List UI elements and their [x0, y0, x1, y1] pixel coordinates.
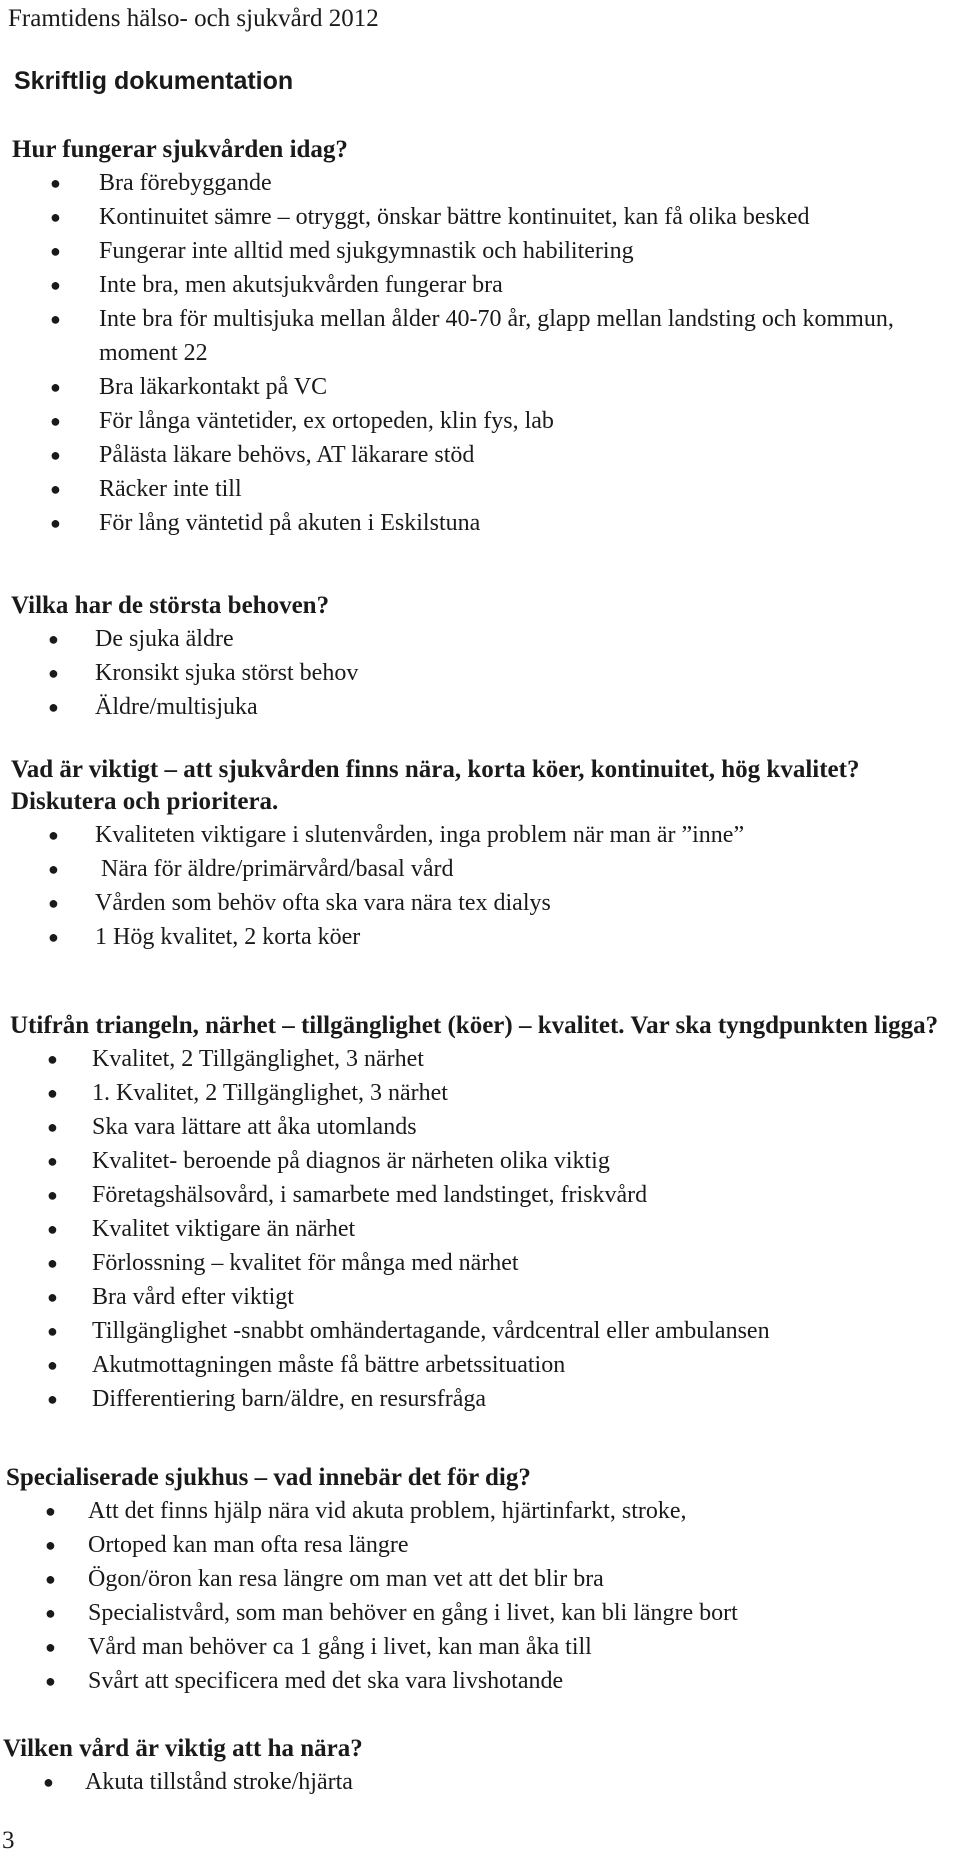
bullet-icon: ●	[48, 893, 59, 913]
bullet-icon: ●	[43, 1772, 54, 1792]
list-item-text: För lång väntetid på akuten i Eskilstuna	[99, 510, 481, 536]
bullet-icon: ●	[50, 173, 61, 193]
bullet-icon: ●	[45, 1671, 56, 1691]
bullet-icon: ●	[47, 1151, 58, 1171]
bullet-icon: ●	[47, 1083, 58, 1103]
list-item	[0, 1348, 960, 1382]
answer-list	[0, 1042, 960, 1416]
list-item	[0, 302, 939, 370]
section-what-is-important	[0, 754, 960, 954]
bullet-icon: ●	[47, 1253, 58, 1273]
bullet-icon: ●	[47, 1321, 58, 1341]
list-item-text: Kvalitet viktigare än närhet	[92, 1216, 356, 1242]
answer-list	[0, 1765, 960, 1799]
bullet-icon: ●	[47, 1355, 58, 1375]
list-item-text: Differentiering barn/äldre, en resursfråga	[92, 1386, 487, 1412]
list-item	[0, 200, 939, 234]
list-item	[0, 166, 939, 200]
list-item-text: Vården som behöv ofta ska vara nära tex dialys	[95, 890, 551, 916]
list-item-text: Ögon/öron kan resa längre om man vet att det blir bra	[88, 1566, 604, 1592]
list-item-text: Räcker inte till	[99, 476, 242, 502]
bullet-icon: ●	[45, 1535, 56, 1555]
document-header: Framtidens hälso- och sjukvård 2012	[8, 5, 379, 32]
section-triangle-priority	[0, 1010, 960, 1416]
section-care-nearby	[0, 1733, 960, 1799]
answer-list	[0, 622, 960, 724]
list-item-text: Nära för äldre/primärvård/basal vård	[101, 856, 454, 882]
list-item-text: Kvaliteten viktigare i slutenvården, inga problem när man är ”inne”	[95, 822, 745, 848]
list-item-text: Företagshälsovård, i samarbete med landstinget, friskvård	[92, 1182, 648, 1208]
list-item	[0, 1494, 960, 1528]
answer-list	[0, 1494, 960, 1698]
list-item-text: Ska vara lättare att åka utomlands	[92, 1114, 417, 1140]
bullet-icon: ●	[50, 411, 61, 431]
section-question: Vilken vård är viktig att ha nära?	[3, 1735, 363, 1762]
list-item-text: Bra förebyggande	[99, 170, 272, 196]
list-item	[0, 690, 960, 724]
section-question: Specialiserade sjukhus – vad innebär det för dig?	[6, 1464, 531, 1491]
bullet-icon: ●	[50, 275, 61, 295]
list-item	[0, 1042, 960, 1076]
list-item	[0, 438, 939, 472]
list-item-text: 1 Hög kvalitet, 2 korta köer	[95, 924, 361, 950]
bullet-icon: ●	[50, 207, 61, 227]
list-item	[0, 852, 960, 886]
list-item-text: Vård man behöver ca 1 gång i livet, kan man åka till	[88, 1634, 592, 1660]
list-item-text: Akutmottagningen måste få bättre arbetssituation	[92, 1352, 566, 1378]
list-item-text: 1. Kvalitet, 2 Tillgänglighet, 3 närhet	[92, 1080, 448, 1106]
list-item	[0, 370, 939, 404]
list-item-text: Fungerar inte alltid med sjukgymnastik och habilitering	[99, 238, 634, 264]
section-question: Utifrån triangeln, närhet – tillgänglighet (köer) – kvalitet. Var ska tyngdpunkten ligga?	[10, 1012, 939, 1039]
bullet-icon: ●	[50, 377, 61, 397]
bullet-icon: ●	[45, 1603, 56, 1623]
list-item	[0, 1630, 960, 1664]
bullet-icon: ●	[45, 1501, 56, 1521]
list-item-text: Inte bra för multisjuka mellan ålder 40-70 år, glapp mellan landsting och kommun, moment 22	[99, 306, 894, 366]
list-item	[0, 920, 960, 954]
bullet-icon: ●	[45, 1569, 56, 1589]
list-item-text: Inte bra, men akutsjukvården fungerar bra	[99, 272, 503, 298]
answer-list	[0, 818, 960, 954]
list-item-text: Bra läkarkontakt på VC	[99, 374, 328, 400]
bullet-icon: ●	[50, 445, 61, 465]
list-item-text: Specialistvård, som man behöver en gång i livet, kan bli längre bort	[88, 1600, 738, 1626]
list-item	[0, 1246, 960, 1280]
list-item	[0, 268, 939, 302]
section-question: Vad är viktigt – att sjukvården finns nära, korta köer, kontinuitet, hög kvalitet? Diskutera och prioritera.	[11, 756, 860, 815]
list-item-text: Förlossning – kvalitet för många med närhet	[92, 1250, 519, 1276]
bullet-icon: ●	[48, 697, 59, 717]
list-item	[0, 1596, 960, 1630]
list-item	[0, 1765, 960, 1799]
list-item-text: Äldre/multisjuka	[95, 694, 258, 720]
document-heading: Skriftlig dokumentation	[14, 67, 294, 95]
list-item-text: Kvalitet, 2 Tillgänglighet, 3 närhet	[92, 1046, 424, 1072]
bullet-icon: ●	[47, 1287, 58, 1307]
list-item-text: Tillgänglighet -snabbt omhändertagande, vårdcentral eller ambulansen	[92, 1318, 770, 1344]
list-item	[0, 1382, 960, 1416]
bullet-icon: ●	[50, 479, 61, 499]
bullet-icon: ●	[45, 1637, 56, 1657]
list-item	[0, 886, 960, 920]
list-item-text: Kontinuitet sämre – otryggt, önskar bättre kontinuitet, kan få olika besked	[99, 204, 810, 230]
section-question: Vilka har de största behoven?	[11, 592, 330, 619]
list-item-text: Svårt att specificera med det ska vara livshotande	[88, 1668, 564, 1694]
bullet-icon: ●	[50, 513, 61, 533]
section-current-healthcare	[0, 134, 960, 540]
page-number: 3	[2, 1827, 15, 1854]
list-item	[0, 1562, 960, 1596]
list-item	[0, 234, 939, 268]
bullet-icon: ●	[50, 241, 61, 261]
list-item	[0, 506, 939, 540]
bullet-icon: ●	[50, 309, 61, 329]
answer-list	[0, 166, 960, 540]
list-item	[0, 622, 960, 656]
list-item	[0, 1212, 960, 1246]
list-item	[0, 818, 960, 852]
list-item-text: Akuta tillstånd stroke/hjärta	[85, 1769, 353, 1795]
list-item-text: Kronsikt sjuka störst behov	[95, 660, 359, 686]
list-item	[0, 1144, 960, 1178]
list-item	[0, 404, 939, 438]
list-item	[0, 1110, 960, 1144]
list-item-text: För långa väntetider, ex ortopeden, klin fys, lab	[99, 408, 554, 434]
bullet-icon: ●	[47, 1219, 58, 1239]
section-specialized-hospitals	[0, 1462, 960, 1698]
list-item-text: Bra vård efter viktigt	[92, 1284, 294, 1310]
section-greatest-needs	[0, 590, 960, 724]
section-question: Hur fungerar sjukvården idag?	[12, 136, 348, 163]
bullet-icon: ●	[47, 1117, 58, 1137]
list-item	[0, 1280, 960, 1314]
bullet-icon: ●	[48, 859, 59, 879]
list-item	[0, 472, 939, 506]
bullet-icon: ●	[48, 825, 59, 845]
bullet-icon: ●	[47, 1185, 58, 1205]
list-item	[0, 1076, 960, 1110]
bullet-icon: ●	[48, 663, 59, 683]
list-item	[0, 1528, 960, 1562]
list-item	[0, 1178, 960, 1212]
list-item	[0, 1314, 960, 1348]
list-item-text: Kvalitet- beroende på diagnos är närheten olika viktig	[92, 1148, 610, 1174]
list-item-text: Ortoped kan man ofta resa längre	[88, 1532, 409, 1558]
list-item-text: Att det finns hjälp nära vid akuta problem, hjärtinfarkt, stroke,	[88, 1498, 687, 1524]
bullet-icon: ●	[48, 927, 59, 947]
bullet-icon: ●	[47, 1049, 58, 1069]
list-item-text: De sjuka äldre	[95, 626, 234, 652]
list-item	[0, 1664, 960, 1698]
list-item	[0, 656, 960, 690]
list-item-text: Pålästa läkare behövs, AT läkarare stöd	[99, 442, 475, 468]
bullet-icon: ●	[47, 1389, 58, 1409]
bullet-icon: ●	[48, 629, 59, 649]
